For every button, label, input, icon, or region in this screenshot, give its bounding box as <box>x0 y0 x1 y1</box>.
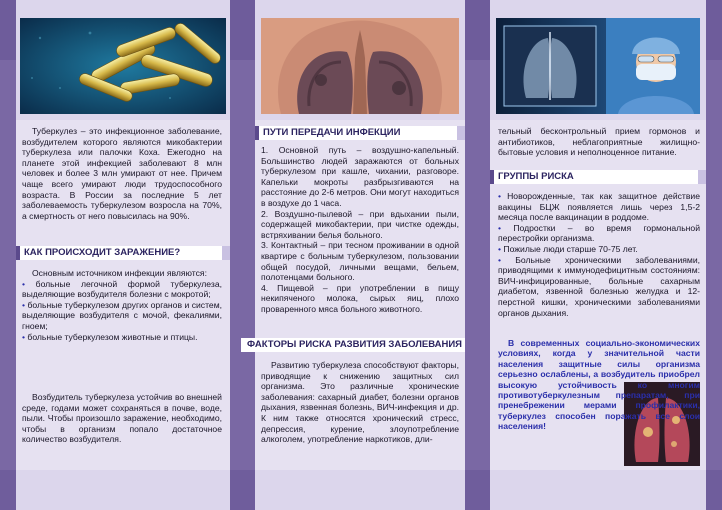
bullet-icon: • <box>498 254 502 265</box>
list-item: • Больные хроническими заболеваниями, приводящими к иммунодефицитным состояниям: ВИЧ-инфицированные, больные сахарным диабетом, язвенной болезнью желудка и 12-перстной кишки, хроническими заболеваниями органов дыхания. <box>498 254 701 318</box>
list-item: • Пожилые люди старше 70-75 лет. <box>498 243 638 254</box>
intro-paragraph <box>22 126 222 221</box>
routes-block <box>261 145 459 315</box>
transmission-heading: ПУТИ ПЕРЕДАЧИ ИНФЕКЦИИ <box>255 126 465 140</box>
list-item: 2. Воздушно-пылевой – при вдыхании пыли, содержащей микобактерии, при чистке одежды, встряхивании белья больного. <box>261 208 459 240</box>
bullet-icon: • <box>22 278 26 289</box>
risk-factors-paragraph: Развитию туберкулеза способствуют факторы, приводящие к снижению защитных сил организма. Это различные хронические заболевания: сахарный диабет, болезни органов дыхания, язвенная болезнь, ВИЧ-инфекция и др. К ним также относятся хронический стресс, депрессия, курение, злоупотребление алкоголем, употребление наркотиков, дли- <box>261 360 459 445</box>
list-item: • Подростки – во время гормональной перестройки организма. <box>498 222 701 244</box>
lungs-image <box>261 18 459 114</box>
list-item: 1. Основной путь – воздушно-капельный. Большинство людей заражаются от больных туберкулезом при кашле, чихании, разговоре. Капельки мокроты разбрызгиваются на расстояние до 2-6 метров. Они могут находиться в воздухе до 1 часа. <box>261 145 459 208</box>
risk-factors-heading: ФАКТОРЫ РИСКА РАЗВИТИЯ ЗАБОЛЕВАНИЯ <box>241 338 465 352</box>
how-infection-heading: КАК ПРОИСХОДИТ ЗАРАЖЕНИЕ? <box>16 246 230 260</box>
bullet-icon: • <box>498 243 502 254</box>
sources-block <box>22 268 222 342</box>
bacteria-image <box>20 18 226 114</box>
risk-groups-list <box>498 191 700 318</box>
bullet-icon: • <box>22 331 26 342</box>
emphasis-paragraph: В современных социально-экономических условиях, когда у значительной части населения защитные силы организма серьезно ослаблены, а возбудитель приобрел высокую устойчивость ко многим противотуберкулезным препаратам, при пренебрежении мерами профилактики, туберкулез способен поражать все слои населения! <box>498 338 700 432</box>
list-item: • больные туберкулезом других органов и систем, выделяющие возбудителя с мочой, фекалиями, гноем; <box>22 299 223 331</box>
risk-groups-heading: ГРУППЫ РИСКА <box>490 170 706 184</box>
column-1 <box>16 0 230 510</box>
sources-intro: Основным источником инфекции являются: <box>32 268 207 278</box>
doctor-xray-image <box>496 18 700 114</box>
list-item: • больные туберкулезом животные и птицы. <box>22 331 198 342</box>
list-item: 3. Контактный – при тесном проживании в одной квартире с больным туберкулезом, пользовании общей посудой, личными вещами, бельем, полотенцами больного. <box>261 240 459 283</box>
continued-paragraph: тельный бесконтрольный прием гормонов и антибиотиков, неблагоприятные жилищно-бытовые условия и неполноценное питание. <box>498 126 700 158</box>
bullet-icon: • <box>498 191 502 201</box>
bullet-icon: • <box>22 299 26 310</box>
bullet-icon: • <box>498 222 502 233</box>
column-3 <box>490 0 706 510</box>
list-item: • Новорожденные, так как защитное действие вакцины БЦЖ появляется лишь через 1,5-2 месяца после вакцинации в роддоме. <box>498 191 701 223</box>
column-2 <box>247 0 465 510</box>
list-item: 4. Пищевой – при употреблении в пищу некипяченого молока, сырых яиц, плохо проваренного мяса больного животного. <box>261 282 459 314</box>
outro-paragraph: Возбудитель туберкулеза устойчив во внешней среде, годами может сохраняться в почве, воде, пыли. Чтобы произошло заражение, необходимо, чтобы в организм попало достаточное количество возбудителя. <box>22 392 222 445</box>
list-item: • больные легочной формой туберкулеза, выделяющие возбудителя болезни с мокротой; <box>22 278 223 300</box>
intro-text: Туберкулез – это инфекционное заболевание, возбудителем которого являются микобактерии туберкулеза или палочки Коха. Ежегодно на планете этой инфекцией заболевают 8 млн человек и более 3 млн умирают от нее. Причем чаще всего умирают люди трудоспособного возраста. В России за последние 5 лет заболеваемость туберкулезом возросла на 70%, а смертность от него повысилась на 90%. <box>22 126 222 221</box>
